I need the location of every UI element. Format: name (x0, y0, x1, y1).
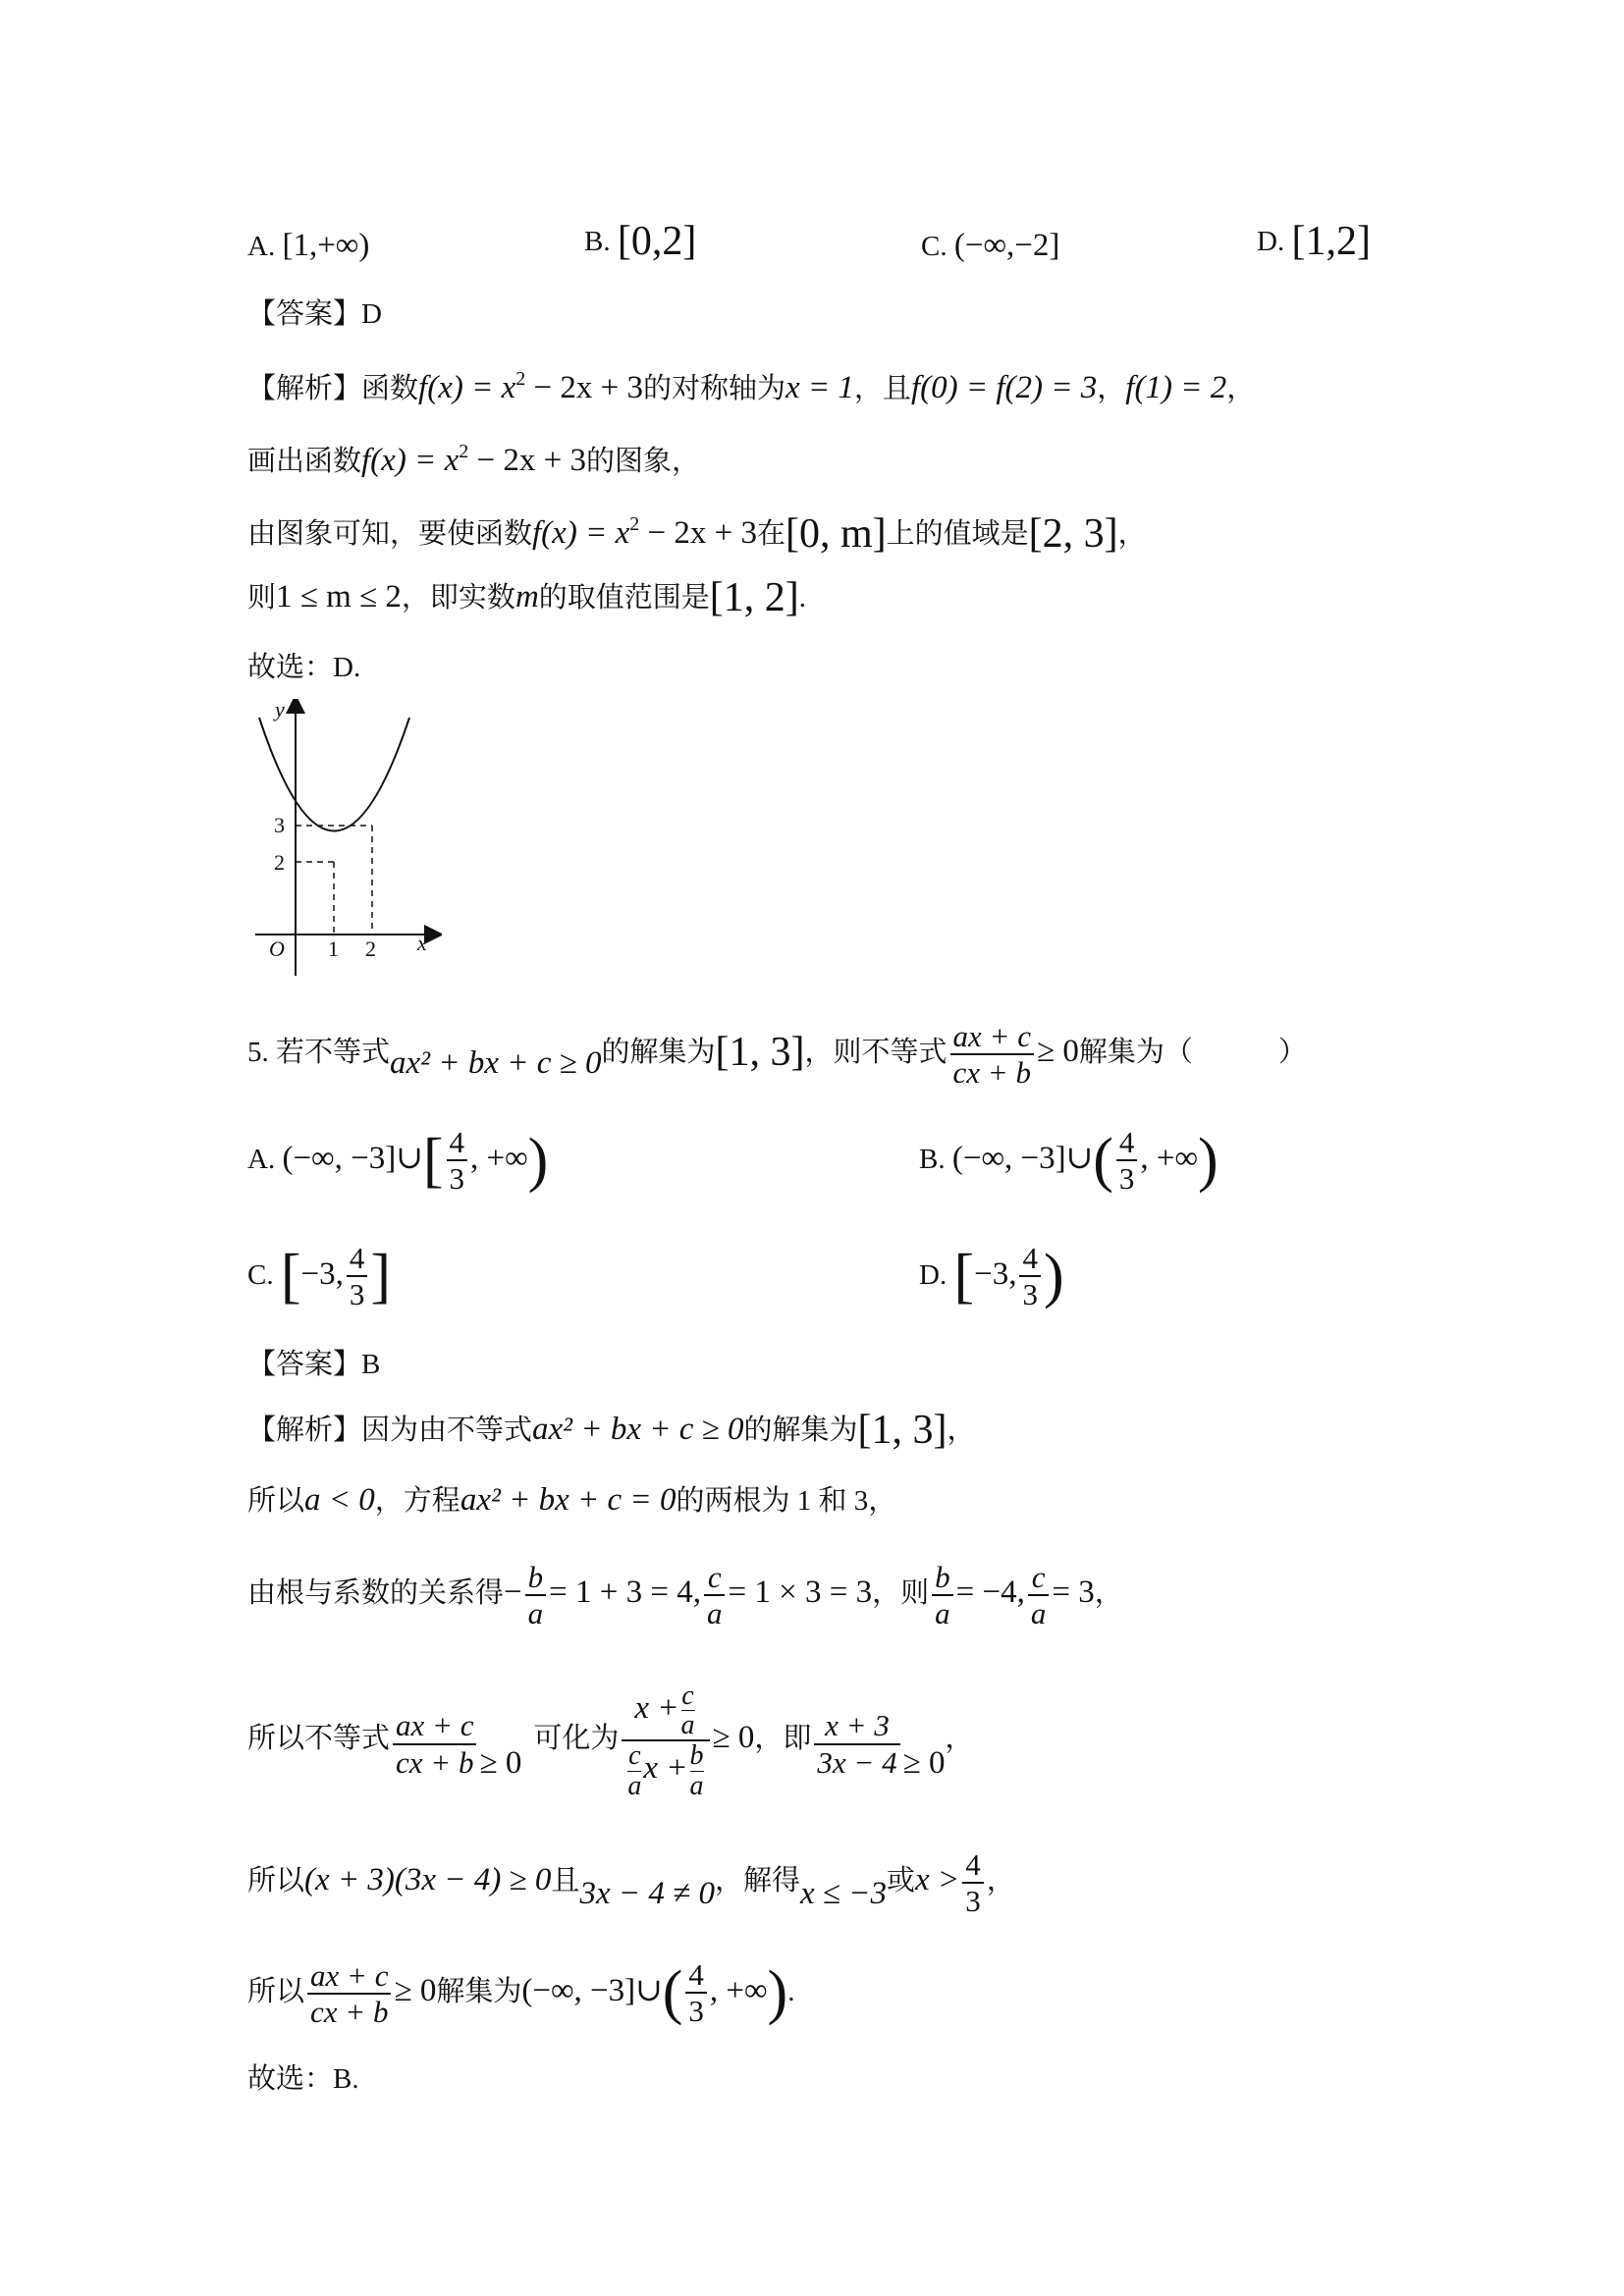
axis-eq: x = 1 (785, 370, 854, 405)
text: 的对称轴为 (642, 373, 785, 404)
text: ，即实数 (401, 582, 515, 614)
option-expr: [1,2] (1291, 219, 1371, 264)
q4-answer: 【答案】D (247, 298, 382, 330)
option-expr: (−∞,−2] (953, 228, 1060, 263)
q4-option-d (1257, 219, 1371, 264)
origin-label: O (269, 936, 285, 961)
text: ，则不等式 (804, 1037, 947, 1068)
q5-option-d: D. [−3, $\frac{4}{3}$ ) (919, 1240, 1064, 1312)
q4-conclusion: 故选：D. (247, 652, 361, 683)
q5-stem (247, 1017, 1307, 1091)
text: 由图象可知，要使函数 (247, 518, 533, 550)
option-letter: A. (247, 231, 276, 262)
q5-analysis-line-6: 所以 $\frac{ax + c}{cx + b}$ ≥ 0解集为(−∞, −3]∪( $\frac{4}{3}$ , +∞). (247, 1956, 795, 2030)
q5-analysis-line-4: 所以不等式 $\frac{ax + c}{cx + b}$ ≥ 0可化为 x + $\frac{c}{a}$ $\frac{c}{a}$ x + $\frac{b}{a}$ ≥ 0，即 $\frac{x + 3}{3x - 4}$ ≥ 0， (247, 1680, 974, 1801)
values-eq: f(0) = f(2) = 3 (910, 370, 1098, 405)
analysis-label: 【解析】 (247, 1415, 362, 1446)
text: 的图象， (585, 446, 700, 477)
variable: m (514, 579, 539, 614)
text: 的解集为 (601, 1037, 716, 1068)
q5-analysis-line-2: 所以a < 0，方程ax² + bx + c = 0的两根为 1 和 3， (247, 1482, 897, 1518)
text: 画出函数 (247, 446, 362, 477)
text: 函数 (361, 373, 419, 404)
vertex-eq: f(1) = 2 (1125, 370, 1227, 405)
q4-analysis-line-2 (247, 432, 700, 481)
q5-conclusion: 故选：B. (247, 2063, 359, 2095)
text: ， (1097, 373, 1126, 404)
y-tick-3: 3 (274, 813, 285, 837)
text: 的取值范围是 (538, 582, 710, 614)
analysis-label: 【解析】 (247, 373, 362, 404)
question-number: 5. 若不等式 (247, 1037, 391, 1068)
text: 解集为（ ） (1078, 1037, 1307, 1068)
q4-analysis-line-1 (247, 359, 1255, 408)
y-axis-label: y (275, 699, 285, 721)
function-expr: $f(x) = x^2 - 2x + 3$ (418, 368, 643, 405)
option-expr: [1,+∞) (282, 228, 370, 263)
text: ≥ 0 (1036, 1034, 1079, 1069)
x-tick-2: 2 (365, 936, 376, 961)
inequality: ax² + bx + c ≥ 0 (390, 1045, 602, 1081)
q5-answer: 【答案】B (247, 1349, 381, 1380)
q4-analysis-line-3 (247, 505, 1147, 557)
q5-option-a: A. (−∞, −3]∪[ $\frac{4}{3}$ , +∞) (247, 1124, 549, 1197)
q5-option-b: B. (−∞, −3]∪( $\frac{4}{3}$ , +∞) (919, 1124, 1218, 1197)
parabola-graph (245, 699, 442, 984)
option-letter: C. (921, 231, 947, 262)
option-letter: B. (584, 226, 611, 257)
function-expr: $f(x) = x^2 - 2x + 3$ (361, 441, 586, 478)
q4-option-a (247, 226, 369, 266)
interval: [1, 3] (715, 1030, 805, 1075)
complex-fraction: x + $\frac{c}{a}$ $\frac{c}{a}$ x + $\frac{b}{a}$ (622, 1682, 709, 1801)
text: 则 (247, 582, 277, 614)
q5-analysis-line-3: 由根与系数的关系得− $\frac{b}{a}$ = 1 + 3 = 4, $\frac{c}{a}$ = 1 × 3 = 3，则 $\frac{b}{a}$ = −4, $\frac{c}{a}$ = 3， (247, 1559, 1123, 1631)
q5-analysis-line-5: 所以(x + 3)(3x − 4) ≥ 0且3x − 4 ≠ 0，解得x ≤ −3或x > $\frac{4}{3}$ ， (247, 1846, 1015, 1919)
text: 上的值域是 (886, 518, 1029, 550)
q4-option-b (584, 219, 697, 264)
option-letter: D. (1257, 226, 1285, 257)
function-expr: $f(x) = x^2 - 2x + 3$ (532, 513, 757, 551)
inequality: 1 ≤ m ≤ 2 (276, 579, 402, 614)
text: ，且 (853, 373, 911, 404)
q4-analysis-line-4: 则1 ≤ m ≤ 2，即实数m的取值范围是[1, 2]. (247, 575, 807, 620)
interval: [0, m] (785, 511, 887, 557)
text: ， (1117, 518, 1147, 550)
option-expr: [0,2] (617, 219, 697, 264)
text: 在 (756, 518, 785, 550)
x-tick-1: 1 (328, 936, 339, 961)
q4-option-c (921, 226, 1059, 266)
interval: [2, 3] (1028, 511, 1118, 557)
q5-analysis-line-1: 【解析】因为由不等式ax² + bx + c ≥ 0的解集为[1, 3]， (247, 1408, 976, 1453)
x-axis-label: x (417, 931, 427, 955)
text: ， (1226, 373, 1256, 404)
fraction: $\frac{ax + c}{cx + b}$ (950, 1019, 1034, 1091)
y-tick-2: 2 (274, 850, 285, 875)
q5-option-c: C. [−3, $\frac{4}{3}$ ] (247, 1240, 392, 1312)
interval: [1, 2] (709, 575, 799, 620)
